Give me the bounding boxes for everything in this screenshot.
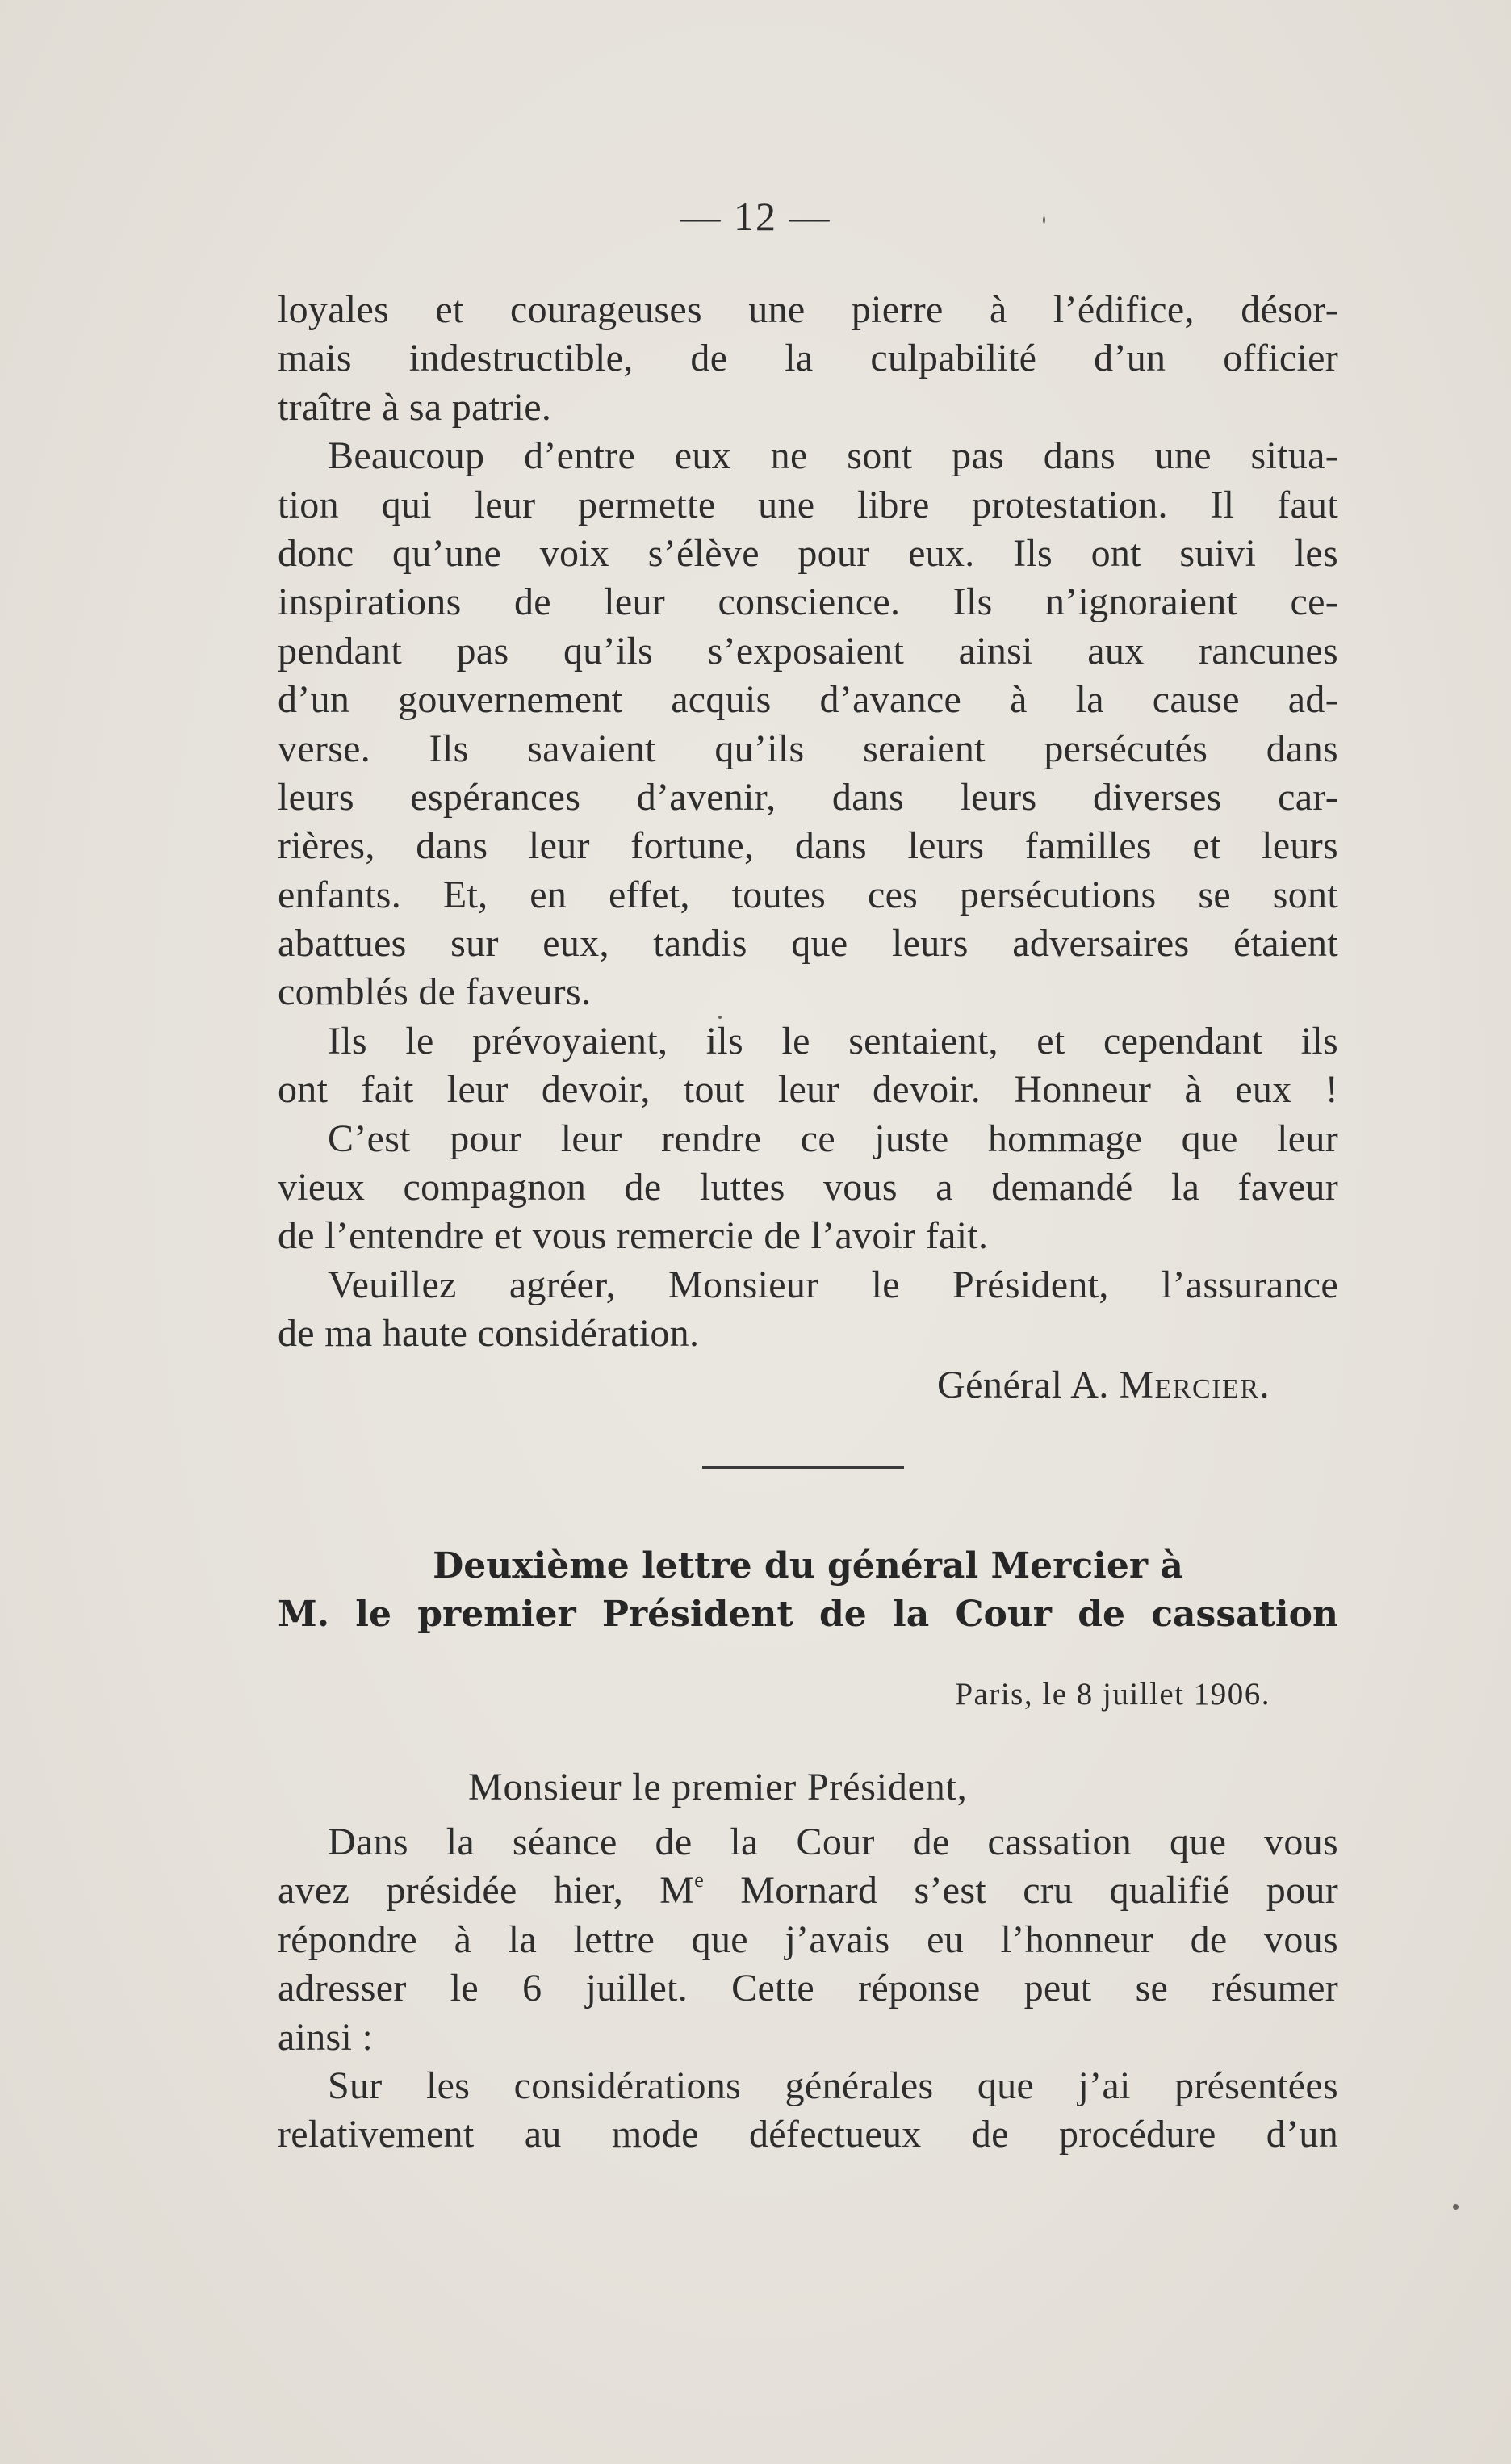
text-line: loyales et courageuses une pierre à l’édifice, désor- bbox=[278, 288, 1338, 331]
text-line: de ma haute considération. bbox=[278, 1312, 700, 1356]
text-line: de l’entendre et vous remercie de l’avoir fait. bbox=[278, 1214, 989, 1258]
paper-speck bbox=[718, 1016, 722, 1019]
text-line: mais indestructible, de la culpabilité d’un officier bbox=[278, 337, 1338, 380]
text-line bbox=[278, 1867, 1338, 1915]
text-line: d’un gouvernement acquis d’avance à la cause ad- bbox=[278, 678, 1338, 722]
second-letter-body bbox=[278, 1818, 1338, 2160]
superscript: e bbox=[694, 1868, 705, 1892]
heading-line-1: Deuxième lettre du général Mercier à bbox=[433, 1545, 1183, 1586]
salutation: Monsieur le premier Président, bbox=[468, 1766, 968, 1808]
text-line: adresser le 6 juillet. Cette réponse peut se résumer bbox=[278, 1967, 1338, 2010]
text-line: Beaucoup d’entre eux ne sont pas dans une situa- bbox=[328, 434, 1338, 478]
text-line: enfants. Et, en effet, toutes ces persécutions se sont bbox=[278, 873, 1338, 916]
text-line: verse. Ils savaient qu’ils seraient persécutés dans bbox=[278, 727, 1338, 770]
text-line: comblés de faveurs. bbox=[278, 970, 592, 1014]
text-line: répondre à la lettre que j’avais eu l’honneur de vous bbox=[278, 1917, 1338, 1961]
text-line: ont fait leur devoir, tout leur devoir. Honneur à eux ! bbox=[278, 1068, 1338, 1112]
signature bbox=[0, 1361, 1270, 1410]
dateline: Paris, le 8 juillet 1906. bbox=[955, 1677, 1270, 1712]
text-line: Veuillez agréer, Monsieur le Président, l’assurance bbox=[328, 1263, 1338, 1306]
text-line: rières, dans leur fortune, dans leurs familles et leurs bbox=[278, 824, 1338, 868]
text-line: traître à sa patrie. bbox=[278, 385, 552, 429]
text-line: leurs espérances d’avenir, dans leurs diverses car- bbox=[278, 775, 1338, 819]
section-heading bbox=[278, 1542, 1338, 1639]
signature-name: Mercier. bbox=[1119, 1364, 1270, 1406]
text-line: ainsi : bbox=[278, 2015, 374, 2059]
paper-speck bbox=[1043, 216, 1045, 224]
paper-speck bbox=[1453, 2204, 1459, 2210]
text-line: C’est pour leur rendre ce juste hommage que leur bbox=[328, 1117, 1338, 1160]
letter-body-continued bbox=[278, 286, 1338, 1359]
text-fragment: Mornard s’est cru qualifié pour bbox=[704, 1869, 1338, 1913]
heading-line-2: M. le premier Président de la Cour de cassation bbox=[278, 1594, 1338, 1635]
text-line: tion qui leur permette une libre protestation. Il faut bbox=[278, 483, 1338, 526]
text-line: Dans la séance de la Cour de cassation que vous bbox=[328, 1821, 1338, 1863]
text-line: pendant pas qu’ils s’exposaient ainsi aux rancunes bbox=[278, 629, 1338, 673]
text-fragment: avez présidée hier, M bbox=[278, 1869, 695, 1913]
page-number: — 12 — bbox=[680, 194, 831, 239]
text-line: relativement au mode défectueux de procédure d’un bbox=[278, 2113, 1338, 2156]
text-line: abattues sur eux, tandis que leurs adversaires étaient bbox=[278, 922, 1338, 966]
text-line: donc qu’une voix s’élève pour eux. Ils ont suivi les bbox=[278, 531, 1338, 575]
text-line: vieux compagnon de luttes vous a demandé la faveur bbox=[278, 1166, 1338, 1209]
text-line: inspirations de leur conscience. Ils n’ignoraient ce- bbox=[278, 580, 1338, 624]
text-line: Sur les considérations générales que j’ai présentées bbox=[328, 2064, 1338, 2107]
signature-prefix: Général A. bbox=[937, 1364, 1120, 1406]
section-divider bbox=[702, 1466, 904, 1469]
text-line: Ils le prévoyaient, ils le sentaient, et cependant ils bbox=[328, 1019, 1338, 1062]
